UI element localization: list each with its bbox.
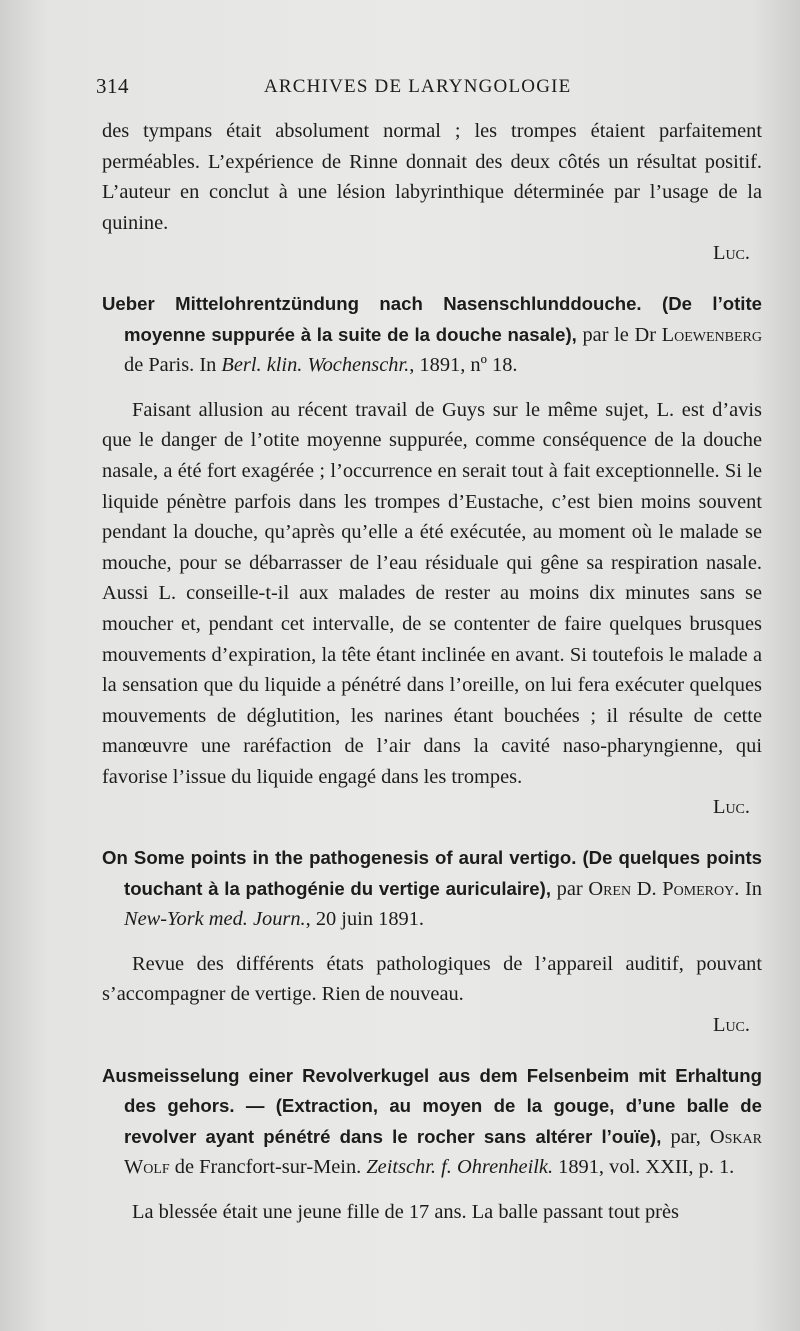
journal-title: ARCHIVES DE LARYNGOLOGIE xyxy=(264,76,572,97)
page-number: 314 xyxy=(96,74,129,98)
article-3 xyxy=(102,1061,762,1228)
article-journal: Zeitschr. f. Ohrenheilk. xyxy=(366,1156,554,1179)
article-author: Loewenberg xyxy=(661,323,762,346)
article-place: . In xyxy=(734,877,762,900)
article-details: 1891, vol. XXII, p. 1. xyxy=(553,1156,735,1179)
article-journal: Berl. klin. Wochenschr. xyxy=(221,354,410,377)
article-title: Ausmeisselung einer Revolverkugel aus dem Felsenbeim mit Erhaltung des gehors. — (Extraction, au moyen de la gouge, d’une balle de revolver ayant pénétré dans le rocher sans altérer l’ouïe), xyxy=(102,1064,762,1147)
article-citation xyxy=(102,843,762,935)
article-title: Ueber Mittelohrentzündung nach Nasenschlunddouche. (De l’otite moyenne suppurée à la suite de la douche nasale), xyxy=(102,292,762,345)
article-place: de Paris. In xyxy=(124,354,222,377)
article-paragraph: Revue des différents états pathologiques de l’appareil auditif, pouvant s’accompagner de vertige. Rien de nouveau. xyxy=(102,952,762,1006)
article-citation xyxy=(102,289,762,381)
article-place: de Francfort-sur-Mein. xyxy=(169,1156,367,1179)
body-text xyxy=(102,116,762,1228)
article-title: On Some points in the pathogenesis of aural vertigo. (De quelques points touchant à la pathogénie du vertige auriculaire), xyxy=(102,847,762,899)
article-author: Oren D. Pomeroy xyxy=(588,877,735,900)
article-by: par xyxy=(551,877,589,900)
carryover-paragraph: des tympans était absolument normal ; les trompes étaient parfaitement perméables. L’expérience de Rinne donnait des deux côtés un résultat positif. L’auteur en conclut à une lésion labyrinthique déterminée par l’usage de la quinine. xyxy=(102,120,762,234)
article-citation xyxy=(102,1061,762,1183)
article-2 xyxy=(102,843,762,1041)
signature: Luc. xyxy=(712,1014,750,1037)
article-paragraph: Faisant allusion au récent travail de Guys sur le même sujet, L. est d’avis que le danger de l’otite moyenne suppurée, comme conséquence de la douche nasale, a été fort exagérée ; l’occurrence en serait tout à fait exceptionnelle. Si le liquide pénètre parfois dans les trompes d’Eustache, c’est bien moins souvent pendant la douche, qu’après qu’elle a été exécutée, au moment où le malade se mouche, pour se débarrasser de l’eau résiduale qui gêne sa respiration nasale. Aussi L. conseille-t-il aux malades de rester au moins dix minutes sans se moucher et, pendant cet intervalle, de se contenter de faire quelques brusques mouvements d’expiration, la tête étant inclinée en avant. Si toutefois le malade a la sensation que du liquide a pénétré dans l’oreille, on lui fera exécuter quelques mouvements de déglutition, les narines étant bouchées ; il résulte de cette manœuvre une raréfaction de l’air dans la cavité naso-pharyngienne, qui favorise l’issue du liquide engagé dans les trompes. xyxy=(102,398,762,788)
article-paragraph: La blessée était une jeune fille de 17 ans. La balle passant tout près xyxy=(132,1201,679,1223)
article-1 xyxy=(102,289,762,823)
signature: Luc. xyxy=(712,242,750,265)
article-details: , 1891, nº 18. xyxy=(409,354,518,377)
signature: Luc. xyxy=(712,796,750,819)
article-by: par le Dr xyxy=(576,323,662,346)
article-author: Oskar Wolf xyxy=(124,1125,762,1179)
running-head xyxy=(96,74,756,104)
article-by: par, xyxy=(661,1125,710,1148)
article-journal: New-York med. Journ. xyxy=(124,908,306,931)
article-details: , 20 juin 1891. xyxy=(305,908,425,931)
